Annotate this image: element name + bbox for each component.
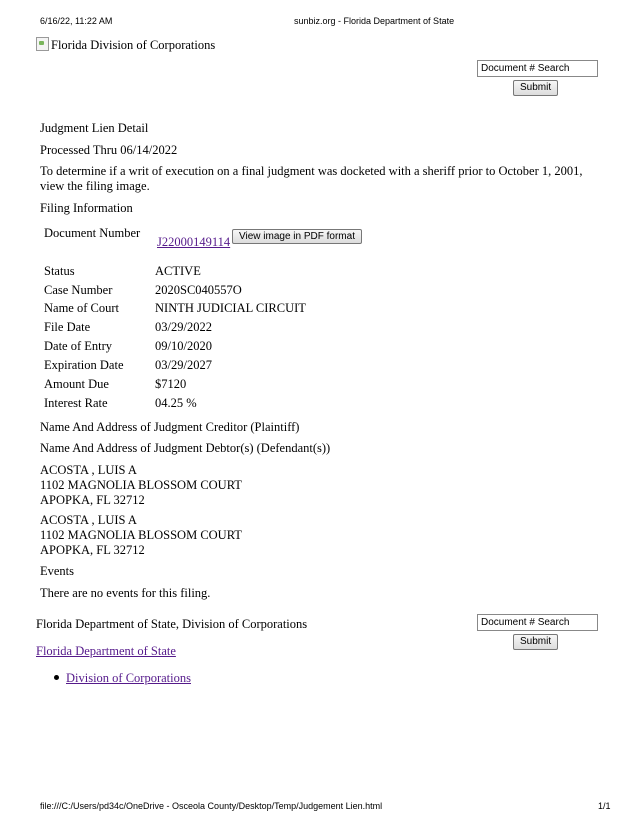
address-block bbox=[40, 463, 242, 508]
print-file-path: file:///C:/Users/pd34c/OneDrive - Osceola County/Desktop/Temp/Judgement Lien.html bbox=[40, 801, 383, 811]
field-label: Case Number bbox=[44, 283, 113, 297]
events-text: There are no events for this filing. bbox=[40, 586, 211, 600]
events-heading: Events bbox=[40, 564, 75, 578]
detail-heading: Judgment Lien Detail bbox=[40, 121, 149, 135]
submit-button[interactable]: Submit bbox=[513, 80, 558, 96]
filing-information-heading: Filing Information bbox=[40, 201, 133, 215]
print-datetime: 6/16/22, 11:22 AM bbox=[40, 16, 113, 26]
footer-submit-button[interactable]: Submit bbox=[513, 634, 558, 650]
address-name: ACOSTA , LUIS A bbox=[40, 463, 137, 477]
logo-image[interactable] bbox=[36, 37, 215, 53]
address-city: APOPKA, FL 32712 bbox=[40, 493, 145, 507]
expiration-date-value: 03/29/2027 bbox=[155, 358, 212, 372]
footer-document-search-input[interactable]: Document # Search bbox=[477, 614, 598, 631]
document-number-label: Document Number bbox=[44, 226, 141, 240]
logo-alt-text: Florida Division of Corporations bbox=[51, 38, 216, 52]
document-number-link[interactable]: J22000149114 bbox=[157, 235, 231, 249]
address-street: 1102 MAGNOLIA BLOSSOM COURT bbox=[40, 478, 242, 492]
case-number-value: 2020SC040557O bbox=[155, 283, 242, 297]
date-of-entry-value: 09/10/2020 bbox=[155, 339, 212, 353]
notice-line-2: view the filing image. bbox=[40, 179, 150, 193]
footer-list-item bbox=[54, 671, 191, 686]
field-label: Status bbox=[44, 264, 75, 278]
field-label: Date of Entry bbox=[44, 339, 113, 353]
debtor-heading: Name And Address of Judgment Debtor(s) (Defendant(s)) bbox=[40, 441, 331, 455]
print-page-number: 1/1 bbox=[598, 801, 611, 811]
address-street: 1102 MAGNOLIA BLOSSOM COURT bbox=[40, 528, 242, 542]
address-name: ACOSTA , LUIS A bbox=[40, 513, 137, 527]
notice-line-1: To determine if a writ of execution on a final judgment was docketed with a sheriff prior to October 1, 2001, bbox=[40, 164, 583, 178]
footer-org: Florida Department of State, Division of Corporations bbox=[36, 617, 308, 631]
broken-image-icon bbox=[36, 37, 49, 51]
processed-thru: Processed Thru 06/14/2022 bbox=[40, 143, 178, 157]
address-city: APOPKA, FL 32712 bbox=[40, 543, 145, 557]
division-of-corporations-link[interactable]: Division of Corporations bbox=[66, 671, 191, 685]
amount-due-value: $7120 bbox=[155, 377, 187, 391]
field-label: File Date bbox=[44, 320, 91, 334]
address-block bbox=[40, 513, 242, 558]
interest-rate-value: 04.25 % bbox=[155, 396, 197, 410]
bullet-icon bbox=[54, 675, 59, 680]
field-label: Expiration Date bbox=[44, 358, 124, 372]
field-label: Amount Due bbox=[44, 377, 109, 391]
court-value: NINTH JUDICIAL CIRCUIT bbox=[155, 301, 306, 315]
print-page-title: sunbiz.org - Florida Department of State bbox=[294, 16, 455, 26]
creditor-heading: Name And Address of Judgment Creditor (Plaintiff) bbox=[40, 420, 300, 434]
florida-department-of-state-link[interactable]: Florida Department of State bbox=[36, 644, 176, 658]
field-label: Interest Rate bbox=[44, 396, 108, 410]
document-search-input[interactable]: Document # Search bbox=[477, 60, 598, 77]
field-label: Name of Court bbox=[44, 301, 119, 315]
view-pdf-button[interactable]: View image in PDF format bbox=[232, 229, 362, 244]
status-value: ACTIVE bbox=[155, 264, 201, 278]
file-date-value: 03/29/2022 bbox=[155, 320, 212, 334]
